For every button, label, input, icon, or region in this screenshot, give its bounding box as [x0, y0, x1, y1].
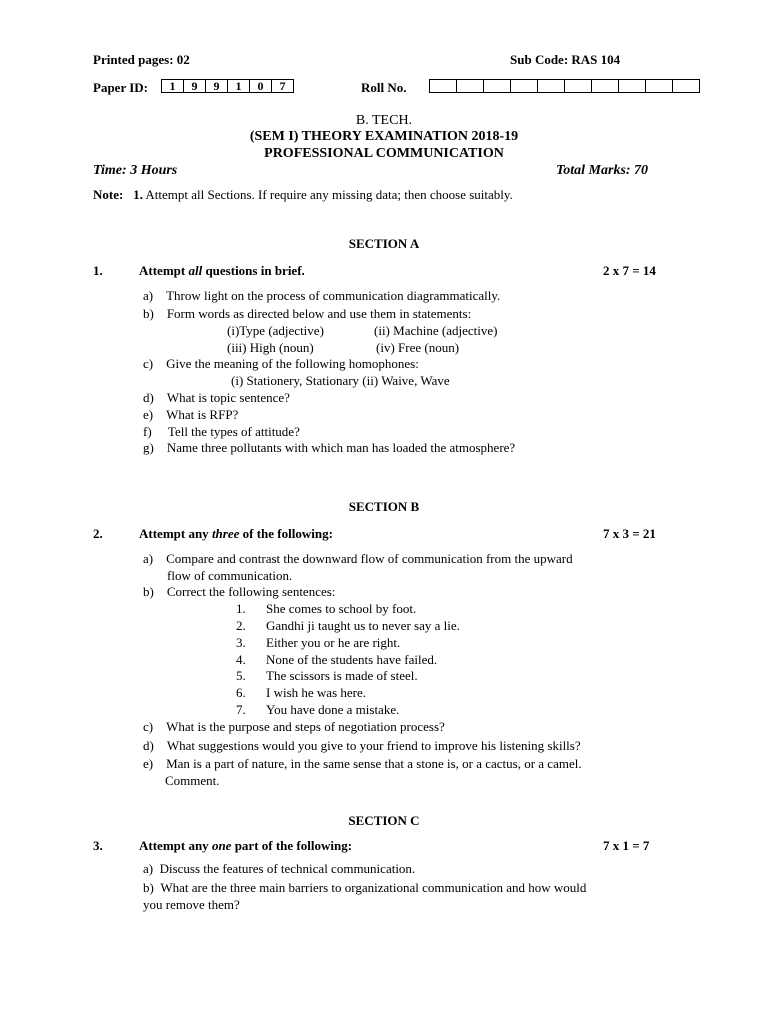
sentence-text: I wish he was here. — [266, 685, 366, 700]
q1-item-b-option: (ii) Machine (adjective) — [374, 323, 498, 338]
question-1-number: 1. — [93, 263, 103, 278]
degree-title: B. TECH. — [355, 113, 413, 128]
sentence-number: 7. — [236, 702, 246, 717]
question-3-marks: 7 x 1 = 7 — [603, 838, 650, 853]
q2-item-e: e) Man is a part of nature, in the same sense that a stone is, or a cactus, or a camel. — [143, 756, 582, 771]
sentence-number: 6. — [236, 685, 246, 700]
sentence-text: None of the students have failed. — [266, 652, 438, 667]
note-text: Attempt all Sections. If require any missing data; then choose suitably. — [145, 187, 513, 202]
subject-title: PROFESSIONAL COMMUNICATION — [264, 146, 504, 161]
q1-item-e: e) What is RFP? — [143, 407, 239, 422]
q2-item-b: b) Correct the following sentences: — [143, 584, 336, 599]
question-1-marks: 2 x 7 = 14 — [603, 263, 656, 278]
roll-no-box[interactable] — [456, 79, 484, 93]
paper-id-boxes — [162, 79, 294, 95]
question-2-marks: 7 x 3 = 21 — [603, 526, 656, 541]
sentence-number: 2. — [236, 618, 246, 633]
q2-item-e-continued: Comment. — [165, 773, 220, 788]
sentence-number: 3. — [236, 635, 246, 650]
q2-item-a: a) Compare and contrast the downward flow of communication from the upward — [143, 551, 573, 566]
paper-id-digit: 9 — [183, 79, 206, 93]
sentence-number: 5. — [236, 668, 246, 683]
roll-no-box[interactable] — [510, 79, 538, 93]
roll-no-box[interactable] — [564, 79, 592, 93]
sentence-text: Either you or he are right. — [266, 635, 401, 650]
note-label: Note: — [93, 187, 124, 202]
question-3-number: 3. — [93, 838, 103, 853]
roll-no-box[interactable] — [483, 79, 511, 93]
question-2-instruction: Attempt any three of the following: — [139, 526, 333, 541]
q1-item-b: b) Form words as directed below and use them in statements: — [143, 306, 472, 321]
roll-no-label: Roll No. — [361, 80, 407, 95]
q1-item-c: c) Give the meaning of the following homophones: — [143, 356, 419, 371]
roll-no-box[interactable] — [645, 79, 673, 93]
q1-item-f: f) Tell the types of attitude? — [143, 424, 300, 439]
question-2-number: 2. — [93, 526, 103, 541]
q2-item-d: d) What suggestions would you give to your friend to improve his listening skills? — [143, 738, 581, 753]
q1-item-d: d) What is topic sentence? — [143, 390, 290, 405]
roll-no-box[interactable] — [618, 79, 646, 93]
sentence-text: The scissors is made of steel. — [266, 668, 418, 683]
roll-no-box[interactable] — [429, 79, 457, 93]
printed-pages: Printed pages: 02 — [93, 52, 190, 67]
paper-id-digit: 9 — [205, 79, 228, 93]
question-1-instruction: Attempt all questions in brief. — [139, 263, 305, 278]
sentence-text: She comes to school by foot. — [266, 601, 417, 616]
roll-no-boxes — [430, 79, 700, 95]
section-b-heading: SECTION B — [348, 499, 420, 514]
exam-title: (SEM I) THEORY EXAMINATION 2018-19 — [249, 129, 519, 144]
roll-no-box[interactable] — [591, 79, 619, 93]
time-label: Time: 3 Hours — [93, 163, 178, 178]
q1-item-b-option: (iv) Free (noun) — [376, 340, 460, 355]
paper-id-digit: 0 — [249, 79, 272, 93]
q1-item-b-option: (iii) High (noun) — [227, 340, 314, 355]
roll-no-box[interactable] — [672, 79, 700, 93]
paper-id-digit: 1 — [227, 79, 250, 93]
section-a-heading: SECTION A — [348, 236, 420, 251]
q3-item-a: a) Discuss the features of technical communication. — [143, 861, 416, 876]
q1-item-b-option: (i)Type (adjective) — [227, 323, 324, 338]
section-c-heading: SECTION C — [348, 813, 420, 828]
sentence-text: Gandhi ji taught us to never say a lie. — [266, 618, 460, 633]
sentence-text: You have done a mistake. — [266, 702, 400, 717]
subject-code: Sub Code: RAS 104 — [510, 52, 621, 67]
note-number: 1. — [133, 187, 143, 202]
roll-no-box[interactable] — [537, 79, 565, 93]
note — [93, 187, 513, 203]
paper-id-label: Paper ID: — [93, 80, 149, 95]
q2-item-a-continued: flow of communication. — [167, 568, 293, 583]
q1-item-c-homophones: (i) Stationery, Stationary (ii) Waive, Wave — [231, 373, 450, 388]
paper-id-digit: 7 — [271, 79, 294, 93]
sentence-number: 1. — [236, 601, 246, 616]
q1-item-g: g) Name three pollutants with which man has loaded the atmosphere? — [143, 440, 516, 455]
paper-id-digit: 1 — [161, 79, 184, 93]
q2-item-c: c) What is the purpose and steps of negotiation process? — [143, 719, 445, 734]
question-3-instruction: Attempt any one part of the following: — [139, 838, 353, 853]
q3-item-b-continued: you remove them? — [143, 897, 240, 912]
q3-item-b: b) What are the three main barriers to organizational communication and how would — [143, 880, 587, 895]
sentence-number: 4. — [236, 652, 246, 667]
q1-item-a: a) Throw light on the process of communication diagrammatically. — [143, 288, 501, 303]
total-marks: Total Marks: 70 — [556, 163, 649, 178]
